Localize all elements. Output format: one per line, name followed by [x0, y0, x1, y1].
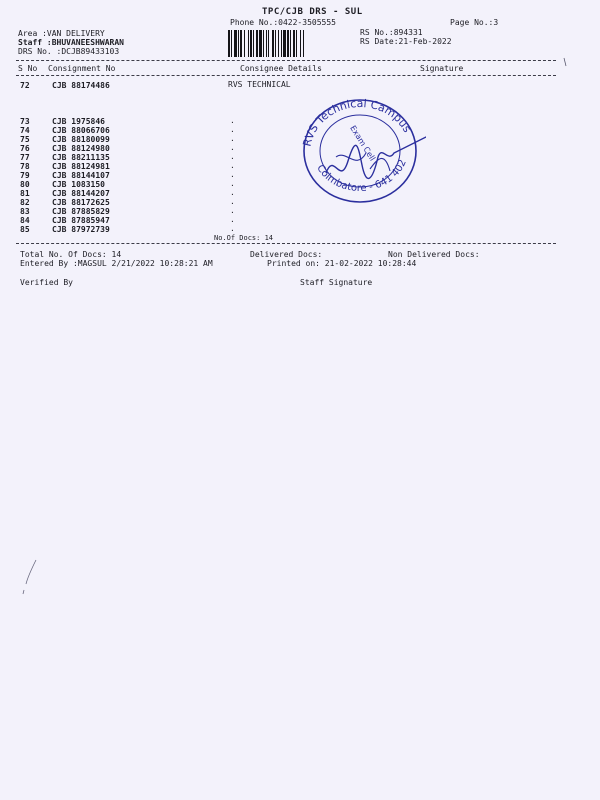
divider-bottom	[16, 243, 556, 244]
row-sno: 85	[20, 225, 30, 234]
col-header-sno: S No	[18, 64, 38, 73]
area-label: Area :VAN DELIVERY	[18, 29, 105, 38]
row-sno: 81	[20, 189, 30, 198]
svg-text:Exam Cell: Exam Cell	[348, 123, 378, 163]
col-header-consignee: Consignee Details	[240, 64, 322, 73]
rs-date: RS Date:21-Feb-2022	[360, 37, 452, 46]
row-sno: 75	[20, 135, 30, 144]
non-delivered-docs: Non Delivered Docs:	[388, 250, 480, 259]
row-sno: 77	[20, 153, 30, 162]
col-header-consignment: Consignment No	[48, 64, 116, 73]
row-consignment: CJB 87885829	[52, 207, 110, 216]
row-consignee: .	[230, 170, 235, 179]
institution-stamp	[296, 91, 426, 206]
row-sno: 78	[20, 162, 30, 171]
stray-edge-mark	[560, 56, 574, 70]
page-number: Page No.:3	[450, 18, 499, 27]
row-consignment: CJB 88174486	[52, 81, 110, 90]
row-consignment: CJB 88066706	[52, 126, 110, 135]
entered-by: Entered By :MAGSUL 2/21/2022 10:28:21 AM	[20, 259, 213, 268]
row-consignment: CJB 1083150	[52, 180, 105, 189]
row-consignment: CJB 88211135	[52, 153, 110, 162]
row-consignee: .	[230, 215, 235, 224]
row-sno: 82	[20, 198, 30, 207]
row-consignment: CJB 88172625	[52, 198, 110, 207]
row-consignment: CJB 88144107	[52, 171, 110, 180]
row-sno: 80	[20, 180, 30, 189]
row-consignee: .	[230, 206, 235, 215]
divider-header	[16, 75, 556, 76]
row-consignee: .	[230, 143, 235, 152]
barcode	[228, 30, 348, 57]
verified-by-label: Verified By	[20, 278, 73, 287]
row-consignment: CJB 87885947	[52, 216, 110, 225]
stray-pen-mark	[20, 558, 44, 598]
row-consignee: .	[230, 161, 235, 170]
row-consignment: CJB 88144207	[52, 189, 110, 198]
total-docs: Total No. Of Docs: 14	[20, 250, 122, 259]
row-sno: 73	[20, 117, 30, 126]
row-sno: 83	[20, 207, 30, 216]
row-consignee: .	[230, 179, 235, 188]
sheet-title: TPC/CJB DRS - SUL	[262, 7, 363, 17]
drs-number: DRS No. :DCJB89433103	[18, 47, 120, 56]
row-consignment: CJB 1975846	[52, 117, 105, 126]
row-consignee: .	[230, 152, 235, 161]
docs-count-inline: No.Of Docs: 14	[214, 234, 274, 242]
phone-number: Phone No.:0422-3505555	[230, 18, 336, 27]
svg-text:Coimbatore - 641 402.: Coimbatore - 641 402	[314, 158, 409, 195]
row-consignee: .	[230, 116, 235, 125]
svg-text:RVS Technical Campus: RVS Technical Campus	[300, 96, 414, 148]
row-sno: 72	[20, 81, 30, 90]
row-sno: 74	[20, 126, 30, 135]
staff-signature-label: Staff Signature	[300, 278, 373, 287]
row-consignment: CJB 87972739	[52, 225, 110, 234]
staff-label: Staff :BHUVANEESHWARAN	[18, 38, 124, 47]
rs-number: RS No.:894331	[360, 28, 423, 37]
delivered-docs: Delivered Docs:	[250, 250, 323, 259]
divider-top	[16, 60, 556, 61]
row-consignee: .	[230, 134, 235, 143]
row-consignment: CJB 88124981	[52, 162, 110, 171]
row-consignment: CJB 88124980	[52, 144, 110, 153]
barcode-bar	[304, 30, 305, 57]
row-consignee: RVS TECHNICAL	[228, 80, 291, 89]
row-consignee: .	[230, 224, 235, 233]
row-consignment: CJB 88180099	[52, 135, 110, 144]
col-header-signature: Signature	[420, 64, 464, 73]
row-consignee: .	[230, 188, 235, 197]
row-sno: 79	[20, 171, 30, 180]
printed-on: Printed on: 21-02-2022 10:28:44	[267, 259, 417, 268]
row-consignee: .	[230, 197, 235, 206]
row-sno: 84	[20, 216, 30, 225]
row-consignee: .	[230, 125, 235, 134]
row-sno: 76	[20, 144, 30, 153]
